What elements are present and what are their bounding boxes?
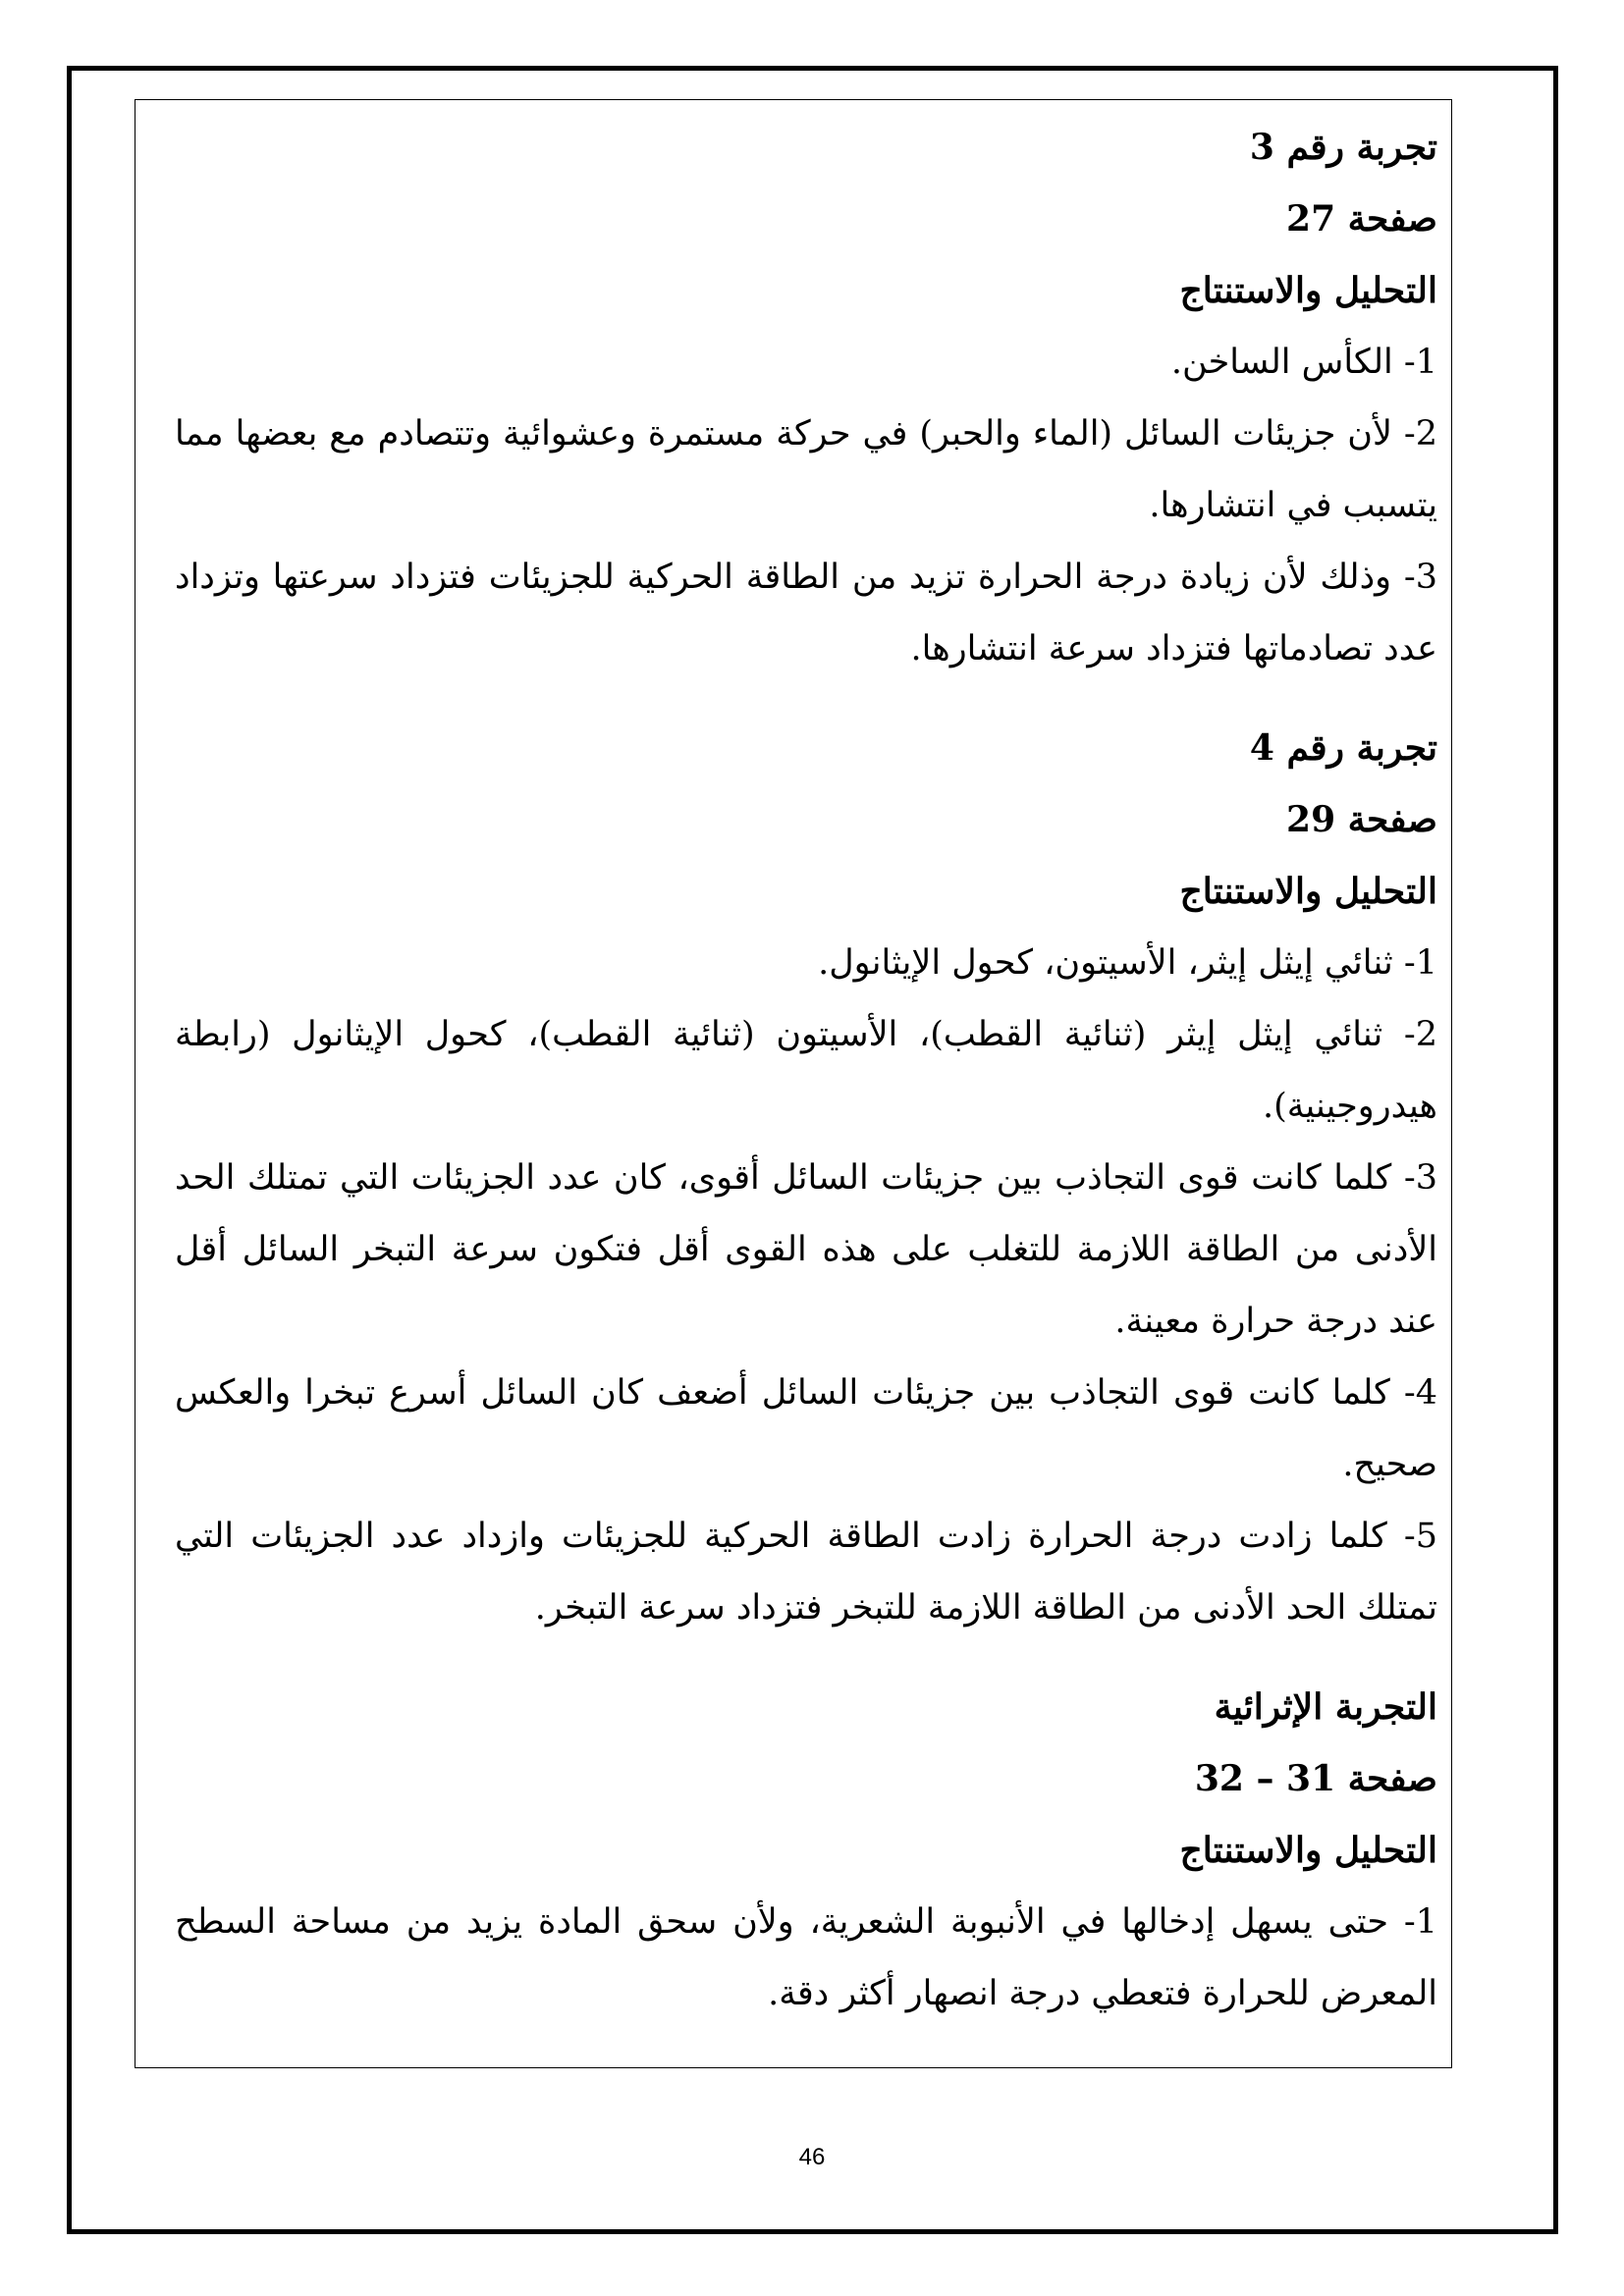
experiment-title: التجربة الإثرائية [1214,1686,1437,1728]
experiment-title: تجربة رقم 4 [1249,727,1437,769]
answer-item: 4- كلما كانت قوى التجاذب بين جزيئات السائل أضعف كان السائل أسرع تبخرا والعكس صحيح. [175,1373,1437,1484]
page-number: 46 [798,2144,826,2170]
analysis-heading: التحليل والاستنتاج [1179,871,1437,912]
answer-item: 2- ثنائي إيثل إيثر (ثنائية القطب)، الأسيتون (ثنائية القطب)، كحول الإيثانول (رابطة هيدروجينية). [175,1015,1437,1126]
answer-item: 1- الكأس الساخن. [1170,343,1437,382]
experiment-title: تجربة رقم 3 [1249,127,1437,168]
answer-item: 3- وذلك لأن زيادة درجة الحرارة تزيد من الطاقة الحركية للجزيئات فتزداد سرعتها وتزداد عدد تصادماتها فتزداد سرعة انتشارها. [175,558,1437,668]
answer-item: 3- كلما كانت قوى التجاذب بين جزيئات السائل أقوى، كان عدد الجزيئات التي تمتلك الحد الأدنى من الطاقة اللازمة للتغلب على هذه القوى أقل فتكون سرعة التبخر السائل أقل عند درجة حرارة معينة. [175,1158,1437,1341]
content-box [135,99,1452,2068]
answer-item: 5- كلما زادت درجة الحرارة زادت الطاقة الحركية للجزيئات وازداد عدد الجزيئات التي تمتلك الحد الأدنى من الطاقة اللازمة للتبخر فتزداد سرعة التبخر. [175,1517,1437,1628]
section-enrichment-experiment [175,1672,1437,2030]
section-experiment-4 [175,713,1437,1644]
answer-item: 1- ثنائي إيثل إيثر، الأسيتون، كحول الإيثانول. [818,943,1437,983]
analysis-heading: التحليل والاستنتاج [1179,270,1437,311]
experiment-page: صفحة 31 – 32 [1194,1758,1437,1799]
section-experiment-3 [175,112,1437,685]
experiment-page: صفحة 27 [1286,198,1437,240]
experiment-page: صفحة 29 [1286,799,1437,840]
analysis-heading: التحليل والاستنتاج [1179,1830,1437,1871]
answer-item: 2- لأن جزيئات السائل (الماء والحبر) في حركة مستمرة وعشوائية وتتصادم مع بعضها مما يتسبب في انتشارها. [175,414,1437,525]
answer-item: 1- حتى يسهل إدخالها في الأنبوبة الشعرية، ولأن سحق المادة يزيد من مساحة السطح المعرض للحرارة فتعطي درجة انصهار أكثر دقة. [175,1902,1437,2013]
